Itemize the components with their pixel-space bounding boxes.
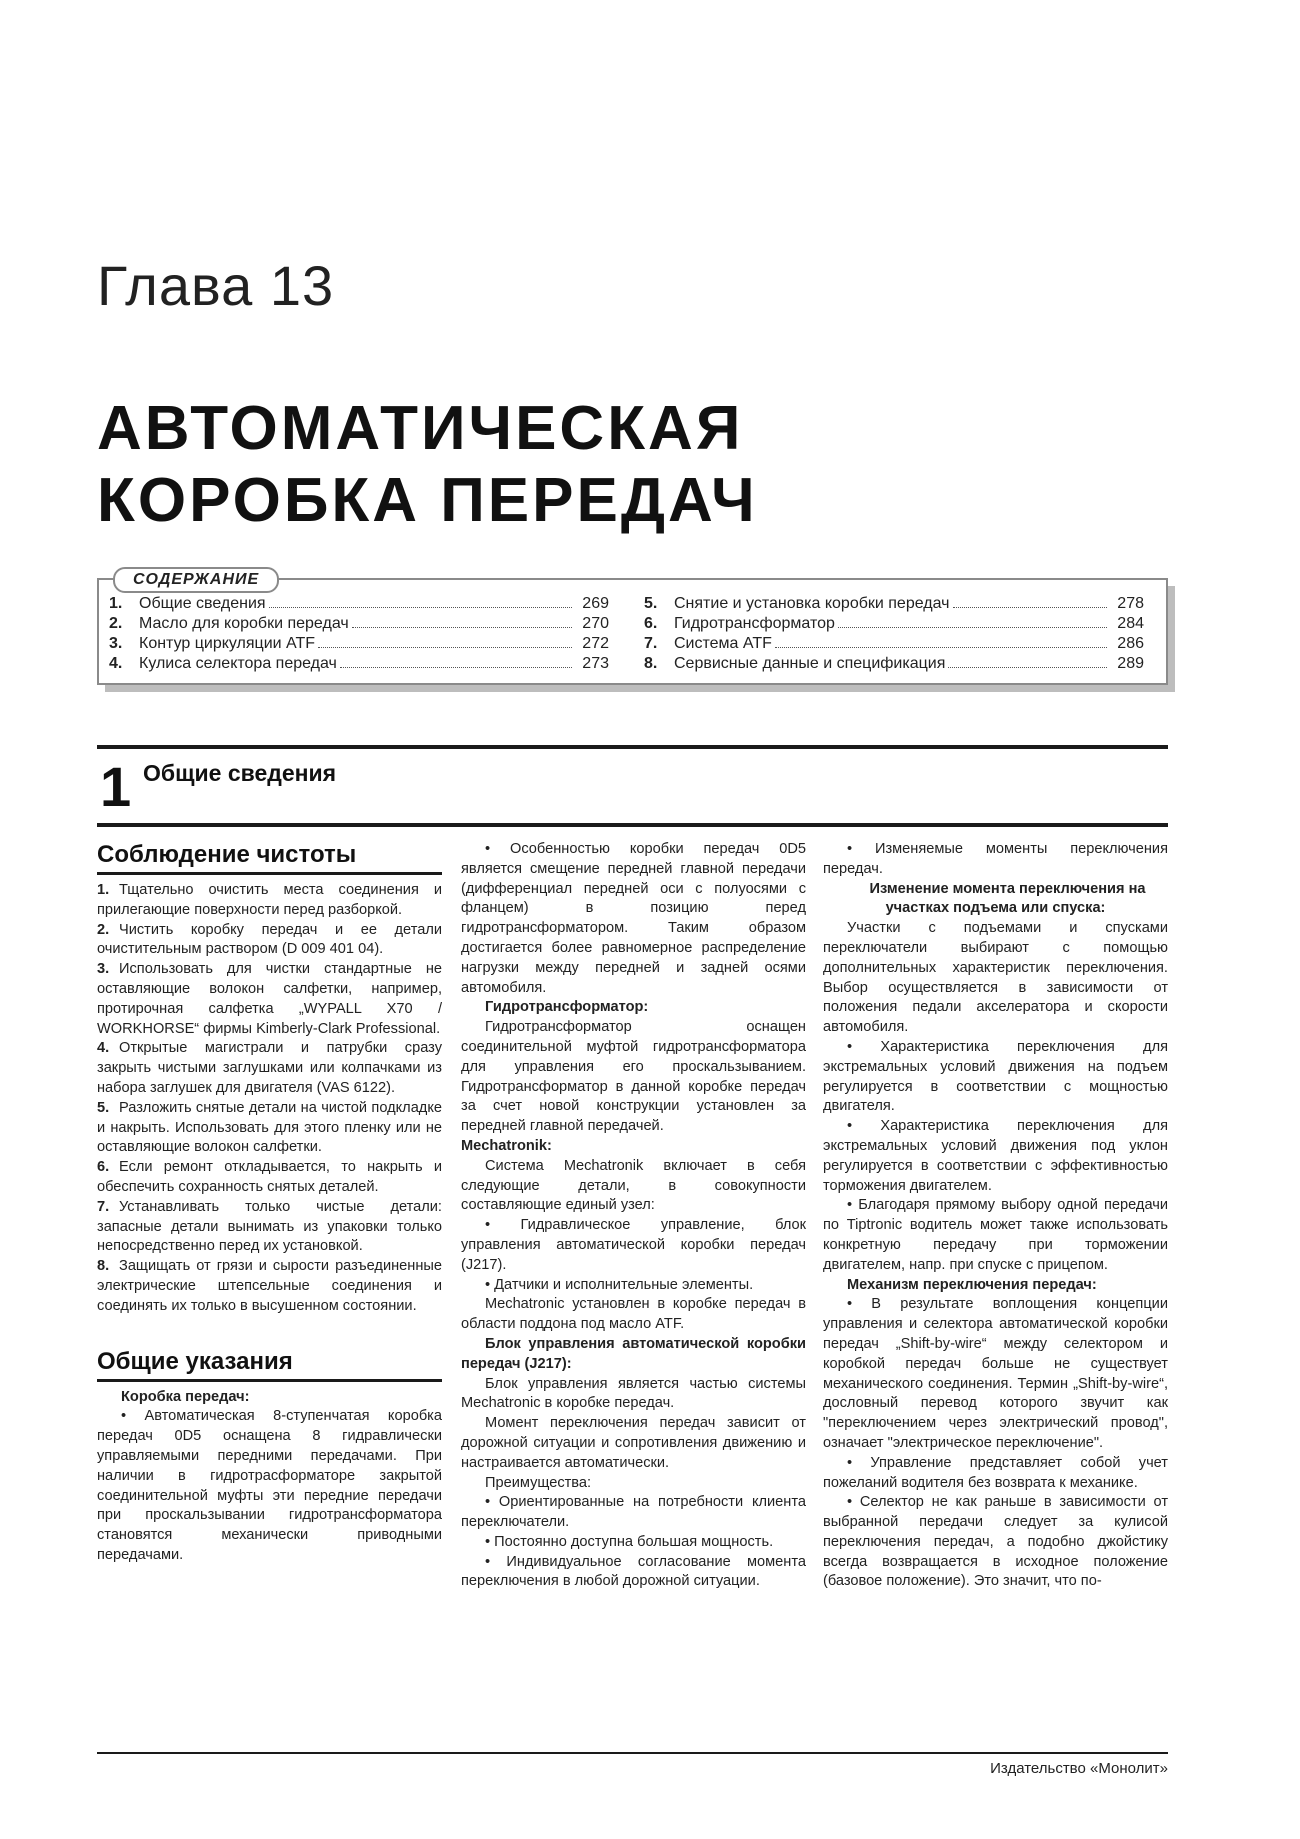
toc-item-page: 286 [1117, 635, 1144, 652]
list-item-number: 3. [97, 961, 110, 978]
toc-column-left [109, 594, 609, 674]
paragraph: • Ориентированные на потребности клиента переключатели. [461, 1494, 806, 1531]
list-item-text: Разложить снятые детали на чистой подкладке и накрыть. Использовать для этого пленку или не оставляющие волокон салфетки. [97, 1099, 442, 1156]
toc-heading: СОДЕРЖАНИЕ [113, 567, 279, 593]
toc-item-title: Масло для коробки передач [139, 615, 349, 632]
list-item-text: Тщательно очистить места соединения и прилегающие поверхности перед разборкой. [97, 882, 442, 918]
toc-item-number: 5. [644, 595, 658, 612]
list-item [97, 960, 442, 1039]
toc-item-number: 7. [644, 635, 658, 652]
toc-item-title: Общие сведения [139, 595, 266, 612]
section-rule-bottom [97, 823, 1168, 827]
paragraph: Участки с подъемами и спусками переключатели выбирают с помощью дополнительных характеристик переключения. Выбор осуществляется в зависимости от положения педали акселератора и скорости автомобиля. [823, 920, 1168, 1036]
toc-item-number: 2. [109, 615, 123, 632]
paragraph: Преимущества: [485, 1474, 592, 1491]
toc-item-title: Система ATF [674, 635, 772, 652]
paragraph: • Гидравлическое управление, блок управления автоматической коробки передач (J217). [461, 1217, 806, 1273]
toc-item[interactable] [644, 654, 1144, 674]
toc-leader-dots [953, 607, 1108, 608]
paragraph: • Постоянно доступна большая мощность. [485, 1533, 774, 1550]
toc-leader-dots [948, 667, 1107, 668]
paragraph: Блок управления является частью системы Mechatronic в коробке передач. [461, 1375, 806, 1412]
toc-item-number: 8. [644, 655, 658, 672]
paragraph: • Характеристика переключения для экстремальных условий движения на подъем регулируется в соответствии с мощностью двигателя. [823, 1038, 1168, 1115]
toc-item[interactable] [109, 654, 609, 674]
list-item [97, 1158, 442, 1198]
list-item-text: Чистить коробку передач и ее детали очистительным раствором (D 009 401 04). [97, 921, 442, 958]
toc-item-page: 278 [1117, 595, 1144, 612]
page-footer [97, 1752, 1168, 1777]
toc-item[interactable] [109, 614, 609, 634]
toc-leader-dots [318, 647, 572, 648]
list-item-text: Если ремонт откладывается, то накрыть и обеспечить сохранность снятых деталей. [97, 1159, 442, 1195]
section-rule-top [97, 745, 1168, 749]
list-item-text: Открытые магистрали и патрубки сразу закрыть чистыми заглушками или колпачками из набора заглушек для двигателя (VAS 6122). [97, 1040, 442, 1096]
list-item [97, 1039, 442, 1098]
toc-leader-dots [775, 647, 1107, 648]
list-item-text: Устанавливать только чистые детали: запасные детали вынимать из упаковки только непосредственно перед их установкой. [97, 1198, 442, 1255]
toc-leader-dots [838, 627, 1107, 628]
toc-item-number: 6. [644, 615, 658, 632]
list-item-text: Защищать от грязи и сырости разъединенные электрические штепсельные соединения и соединять их только в высушенном состоянии. [97, 1258, 442, 1314]
toc-item-title: Гидротрансформатор [674, 615, 835, 632]
inline-heading-torque-converter: Гидротрансформатор: [485, 999, 649, 1016]
list-item-text: Использовать для чистки стандартные не оставляющие волокон салфетки, например, протирочная салфетка „WYPALL X70 / WORKHORSE“ фирмы Kimberly-Clark Professional. [97, 961, 442, 1037]
paragraph: • Благодаря прямому выбору одной передачи по Tiptronic водитель может также использовать конкретную передачу при торможении двигателем, напр. при спуске с прицепом. [823, 1197, 1168, 1273]
toc-item-title: Сервисные данные и спецификация [674, 655, 946, 672]
list-item-number: 4. [97, 1040, 110, 1057]
inline-heading-shift-point: Изменение момента переключения на участках подъема или спуска: [869, 880, 1146, 917]
toc-item-title: Снятие и установка коробки передач [674, 595, 950, 612]
paragraph: • Датчики и исполнительные элементы. [485, 1276, 754, 1293]
inline-heading-gearbox: Коробка передач: [121, 1388, 250, 1405]
toc-item[interactable] [644, 594, 1144, 614]
toc-item[interactable] [109, 634, 609, 654]
section-title: Общие сведения [143, 760, 337, 786]
chapter-label: Глава 13 [97, 254, 335, 317]
paragraph: Гидротрансформатор оснащен соединительной муфтой гидротрансформатора для управления его проскальзыванием. Гидротрансформатор в данной коробке передач за счет новой конструкции установлен за передней главной передачей. [461, 1019, 806, 1135]
list-item-number: 5. [97, 1099, 110, 1116]
paragraph: Система Mechatronik включает в себя следующие детали, в совокупности составляющие единый узел: [461, 1157, 806, 1214]
inline-heading-mechatronik: Mechatronik: [461, 1137, 552, 1154]
list-item [97, 881, 442, 921]
toc-item[interactable] [644, 614, 1144, 634]
toc-column-right [644, 594, 1144, 674]
toc-item[interactable] [109, 594, 609, 614]
publisher-name: Издательство «Монолит» [990, 1760, 1168, 1777]
list-item-number: 1. [97, 882, 110, 898]
paragraph: • В результате воплощения концепции управления и селектора автоматической коробки передач „Shift-by-wire“ между селектором и коробкой передач больше не существует механического соединения. Термин „Shift-by-wire“, дословный перевод которого звучит как "переключением через электрический провод", означает "электрическое переключение". [823, 1296, 1168, 1451]
list-item [97, 921, 442, 961]
paragraph: • Изменяемые моменты переключения передач. [823, 841, 1168, 877]
list-item-number: 6. [97, 1159, 110, 1176]
chapter-title [97, 393, 758, 537]
paragraph: • Автоматическая 8-ступенчатая коробка передач 0D5 оснащена 8 гидравлически управляемыми передними передачами. При наличии в гидротрасформаторе закрытой соединительной муфты эти передние передачи при проскальзывании гидротрансформатора становятся механически приводными передачами. [97, 1408, 442, 1563]
toc-item[interactable] [644, 634, 1144, 654]
text-column-1 [97, 840, 442, 1566]
toc-item-page: 270 [582, 615, 609, 632]
paragraph: Mechatronic установлен в коробке передач в области поддона под масло ATF. [461, 1296, 806, 1333]
text-column-3 [823, 840, 1168, 1592]
toc-item-page: 269 [582, 595, 609, 612]
toc-item-number: 4. [109, 655, 123, 672]
toc-leader-dots [352, 627, 572, 628]
list-item [97, 1198, 442, 1257]
toc-item-title: Кулиса селектора передач [139, 655, 337, 672]
inline-heading-control-unit: Блок управления автоматической коробки передач (J217): [461, 1335, 806, 1372]
paragraph: • Селектор не как раньше в зависимости от выбранной передачи следует за кулисой переключения передач, а подобно джойстику всегда возвращается в исходное положение (базовое положение). Это значит, что по- [823, 1494, 1168, 1590]
inline-heading-shift-mechanism: Механизм переключения передач: [847, 1276, 1097, 1293]
chapter-title-line1: АВТОМАТИЧЕСКАЯ [97, 394, 744, 463]
toc-item-page: 273 [582, 655, 609, 672]
paragraph: • Управление представляет собой учет пожеланий водителя без возврата к механике. [823, 1454, 1168, 1491]
toc-leader-dots [269, 607, 572, 608]
chapter-title-line2: КОРОБКА ПЕРЕДАЧ [97, 466, 758, 535]
text-column-2 [461, 840, 806, 1592]
paragraph: • Особенностью коробки передач 0D5 является смещение передней главной передачи (дифференциал передней оси с полуосями с фланцем) в позицию перед гидротрансформатором. Таким образом достигается более равномерное распределение нагрузки между передней и задней осями автомобиля. [461, 841, 806, 996]
table-of-contents [97, 571, 1168, 685]
list-item [97, 1099, 442, 1158]
list-item-number: 7. [97, 1198, 110, 1215]
list-item-number: 8. [97, 1258, 110, 1275]
paragraph: • Индивидуальное согласование момента переключения в любой дорожной ситуации. [461, 1553, 806, 1590]
cleanliness-list [97, 881, 442, 1317]
section-number: 1 [100, 755, 132, 818]
subheading-cleanliness: Соблюдение чистоты [97, 840, 442, 875]
subheading-general-notes: Общие указания [97, 1347, 442, 1382]
toc-item-page: 289 [1117, 655, 1144, 672]
toc-item-number: 3. [109, 635, 123, 652]
toc-leader-dots [340, 667, 572, 668]
toc-item-page: 272 [582, 635, 609, 652]
paragraph: • Характеристика переключения для экстремальных условий движения под уклон регулируется в соответствии с эффективностью торможения двигателем. [823, 1118, 1168, 1194]
toc-item-title: Контур циркуляции ATF [139, 635, 316, 652]
paragraph: Момент переключения передач зависит от дорожной ситуации и сопротивления движению и настраивается автоматически. [461, 1415, 806, 1471]
list-item [97, 1257, 442, 1316]
toc-item-page: 284 [1117, 615, 1144, 632]
list-item-number: 2. [97, 921, 110, 938]
toc-item-number: 1. [109, 595, 123, 612]
